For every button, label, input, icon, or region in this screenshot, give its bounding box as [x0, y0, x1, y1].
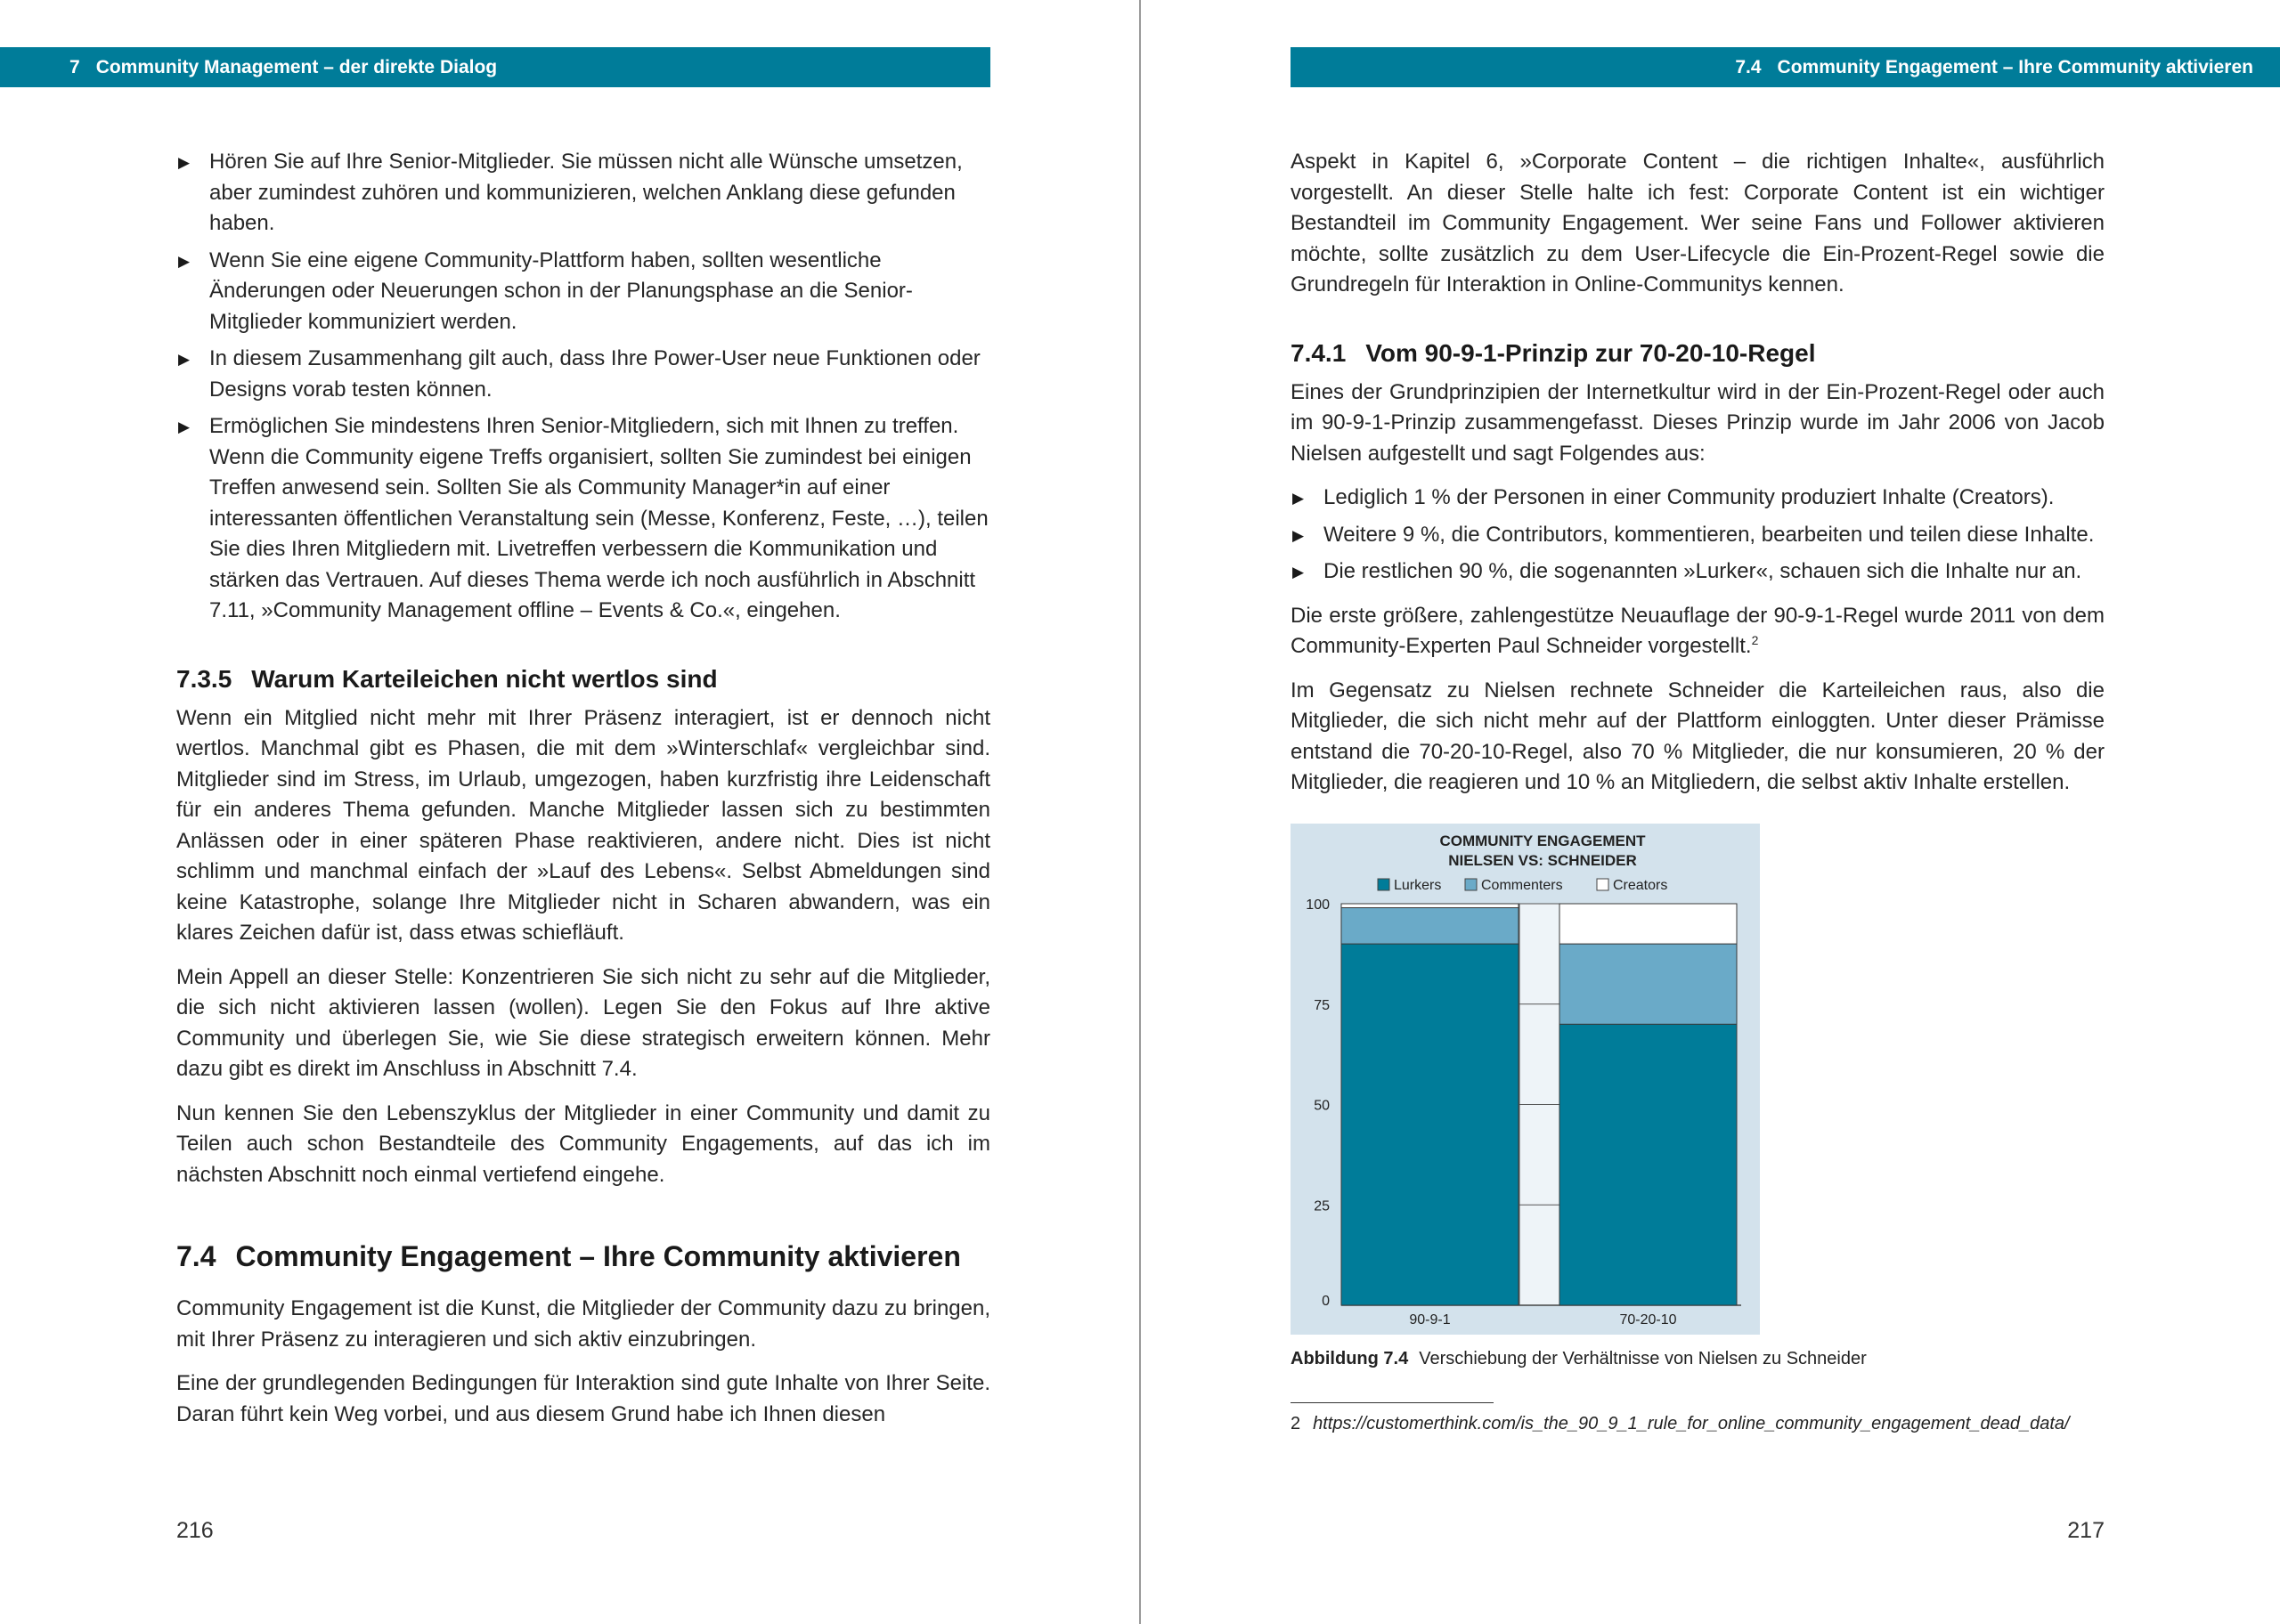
list-item: ▶ In diesem Zusammenhang gilt auch, dass Ihre Power-User neue Funktionen oder Designs vorab testen können.: [178, 346, 981, 402]
subsection-number: 7.4.1: [1291, 338, 1347, 367]
subsection-heading-7-4-1: [1291, 338, 2105, 369]
chart-title: COMMUNITY ENGAGEMENT: [1439, 832, 1646, 849]
page-number-right: 217: [2067, 1518, 2105, 1543]
senior-members-bullet-list: [176, 147, 990, 627]
section-title: Community Engagement – Ihre Community aktivieren: [1777, 57, 2253, 77]
bullet-triangle-icon: ▶: [178, 418, 191, 435]
legend-swatch: [1378, 879, 1389, 890]
footnote-rule: [1291, 1402, 1494, 1403]
list-item: ▶ Lediglich 1 % der Personen in einer Community produziert Inhalte (Creators).: [1291, 483, 2105, 514]
subsection-title: Vom 90-9-1-Prinzip zur 70-20-10-Regel: [1365, 338, 1816, 367]
legend-swatch: [1597, 879, 1608, 890]
chapter-number: 7: [69, 57, 80, 77]
page-number-left: 216: [176, 1518, 214, 1543]
paragraph: Community Engagement ist die Kunst, die Mitglieder der Community dazu zu bringen, mit Ihrer Präsenz zu interagieren und sich aktiv einzubringen.: [176, 1296, 990, 1352]
bullet-triangle-icon: ▶: [178, 252, 191, 270]
bar-segment: [1341, 907, 1519, 944]
x-tick-label: 70-20-10: [1619, 1311, 1677, 1328]
paragraph: Eines der Grundprinzipien der Internetkultur wird in der Ein-Prozent-Regel oder auch im 90-9-1-Prinzip zusammengefasst. Dieses Prinzip wurde im Jahr 2006 von Jacob Nielsen aufgestellt und sagt Folgendes aus:: [1291, 379, 2105, 466]
bullet-triangle-icon: ▶: [178, 351, 191, 368]
running-header-right: [1291, 47, 2280, 87]
bar-segment: [1559, 1024, 1737, 1305]
legend-label: Lurkers: [1394, 877, 1442, 893]
bullet-triangle-icon: ▶: [178, 154, 191, 171]
caption-label: Abbildung 7.4: [1291, 1348, 1409, 1368]
y-tick-label: 50: [1314, 1098, 1330, 1113]
paragraph: Mein Appell an dieser Stelle: Konzentrieren Sie sich nicht zu sehr auf die Mitglieder, die sich nicht aktivieren lassen (wollen). Legen Sie den Fokus auf Ihre aktive Community und überlegen Sie, wie Sie diese strategisch erweitern können. Mehr dazu gibt es direkt im Anschluss in Abschnitt 7.4.: [176, 964, 990, 1081]
right-page: [1141, 0, 2280, 1624]
subsection-number: 7.3.5: [176, 664, 232, 693]
running-header-left: [0, 47, 990, 87]
paragraph: Aspekt in Kapitel 6, »Corporate Content – die richtigen Inhalte«, ausführlich vorgestellt. An dieser Stelle halte ich fest: Corporate Content ist ein wichtiger Bestandteil im Community Engagement. Wer seine Fans und Follower aktivieren möchte, sollte zusätzlich zu dem User-Lifecycle die Ein-Prozent-Regel sowie die Grundregeln für Interaktion in Online-Communitys kennen.: [1291, 150, 2105, 296]
paragraph: Wenn ein Mitglied nicht mehr mit Ihrer Präsenz interagiert, ist er dennoch nicht wertlos. Manchmal gibt es Phasen, die mit dem »Winterschlaf« vergleichbar sind. Mitglieder sind im Stress, im Urlaub, umgezogen, haben kurzfristig ihre Leidenschaft für ein anderes Thema gefunden. Manche Mitglieder lassen sich zu bestimmten Anlässen oder in einer späteren Phase reaktivieren, andere nicht. Dies ist nicht schlimm und manchmal einfach der »Lauf des Lebens«. Selbst Abmeldungen sind keine Katastrophe, solange Ihre Mitglieder nicht in Scharen abwandern, was ein klares Zeichen dafür ist, dass etwas schiefläuft.: [176, 705, 990, 945]
footnote-reference[interactable]: 2: [1751, 633, 1759, 647]
list-item: ▶ Die restlichen 90 %, die sogenannten »Lurker«, schauen sich die Inhalte nur an.: [1291, 556, 2105, 588]
legend-swatch: [1465, 879, 1477, 890]
caption-text: Verschiebung der Verhältnisse von Nielsen zu Schneider: [1419, 1348, 1867, 1368]
rule-bullet-list: [1291, 483, 2105, 588]
footnote: [1291, 1412, 2105, 1435]
bar-segment: [1559, 904, 1737, 944]
footnote-link[interactable]: https://customerthink.com/is_the_90_9_1_rule_for_online_community_engagement_dead_data/: [1313, 1413, 2070, 1433]
chart-svg: [1291, 824, 1760, 1335]
bar-segment: [1341, 944, 1519, 1305]
left-page: [0, 0, 1139, 1624]
legend-label: Commenters: [1481, 877, 1563, 893]
y-tick-label: 25: [1314, 1198, 1330, 1214]
section-number: 7.4: [176, 1240, 216, 1272]
bar-segment: [1341, 904, 1519, 908]
bullet-triangle-icon: ▶: [1292, 564, 1305, 581]
y-tick-label: 100: [1306, 897, 1330, 913]
list-item: ▶ Weitere 9 %, die Contributors, kommentieren, bearbeiten und teilen diese Inhalte.: [1291, 520, 2105, 551]
left-page-content: [176, 147, 990, 1443]
right-page-content: [1291, 147, 2105, 1435]
paragraph: Nun kennen Sie den Lebenszyklus der Mitglieder in einer Community und damit zu Teilen auch schon Bestandteile des Community Engagements, auf das ich im nächsten Abschnitt noch einmal vertiefend eingehe.: [176, 1100, 990, 1187]
subsection-title: Warum Karteileichen nicht wertlos sind: [251, 664, 718, 693]
section-number: 7.4: [1735, 57, 1762, 77]
paragraph: Die erste größere, zahlengestütze Neuauflage der 90-9-1-Regel wurde 2011 von dem Community-Experten Paul Schneider vorgestellt.$^2$: [1291, 603, 2105, 658]
paragraph: Eine der grundlegenden Bedingungen für Interaktion sind gute Inhalte von Ihrer Seite. Daran führt kein Weg vorbei, und aus diesem Grund habe ich Ihnen diesen: [176, 1371, 990, 1426]
figure-stacked-bar-chart: [1291, 824, 1760, 1335]
chapter-title: Community Management – der direkte Dialog: [95, 57, 498, 77]
bullet-triangle-icon: ▶: [1292, 490, 1305, 507]
y-tick-label: 75: [1314, 997, 1330, 1013]
y-tick-label: 0: [1322, 1293, 1330, 1309]
legend-label: Creators: [1613, 877, 1668, 893]
list-item: ▶ Wenn Sie eine eigene Community-Plattform haben, sollten wesentliche Änderungen oder Neuerungen schon in der Planungsphase an die Senior-Mitglieder kommuniziert werden.: [178, 248, 913, 334]
bar-segment: [1559, 944, 1737, 1024]
section-heading-7-4: [176, 1238, 990, 1274]
list-item: ▶ Hören Sie auf Ihre Senior-Mitglieder. Sie müssen nicht alle Wünsche umsetzen, aber zumindest zuhören und kommunizieren, welchen Anklang diese gefunden haben.: [178, 150, 963, 235]
paragraph: Im Gegensatz zu Nielsen rechnete Schneider die Karteileichen raus, also die Mitglieder, die sich nicht mehr auf der Plattform einloggten. Unter dieser Prämisse entstand die 70-20-10-Regel, also 70 % Mitglieder, die nur konsumieren, 20 % der Mitglieder, die reagieren und 10 % an Mitgliedern, die selbst aktiv Inhalte erstellen.: [1291, 678, 2105, 794]
bullet-triangle-icon: ▶: [1292, 526, 1305, 544]
chart-subtitle: NIELSEN VS: SCHNEIDER: [1448, 851, 1637, 869]
section-title: Community Engagement – Ihre Community aktivieren: [235, 1240, 961, 1272]
list-item: ▶ Ermöglichen Sie mindestens Ihren Senior-Mitgliedern, sich mit Ihnen zu treffen. Wenn die Community eigene Treffs organisiert, sollten Sie zumindest bei einigen Treffen anwesend sein. Sollten Sie als Community Manager*in auf einer interessanten öffentlichen Veranstaltung sein (Messe, Konferenz, Feste, …), teilen Sie dies Ihren Mitgliedern mit. Livetreffen verbessern die Kommunikation und stärken das Vertrauen. Auf dieses Thema werde ich noch ausführlich in Abschnitt 7.11, »Community Management offline – Events & Co.«, eingehen.: [178, 414, 989, 622]
subsection-heading-7-3-5: [176, 664, 990, 694]
footnote-number: 2: [1291, 1413, 1301, 1433]
figure-caption: [1291, 1347, 2105, 1370]
x-tick-label: 90-9-1: [1409, 1311, 1451, 1328]
